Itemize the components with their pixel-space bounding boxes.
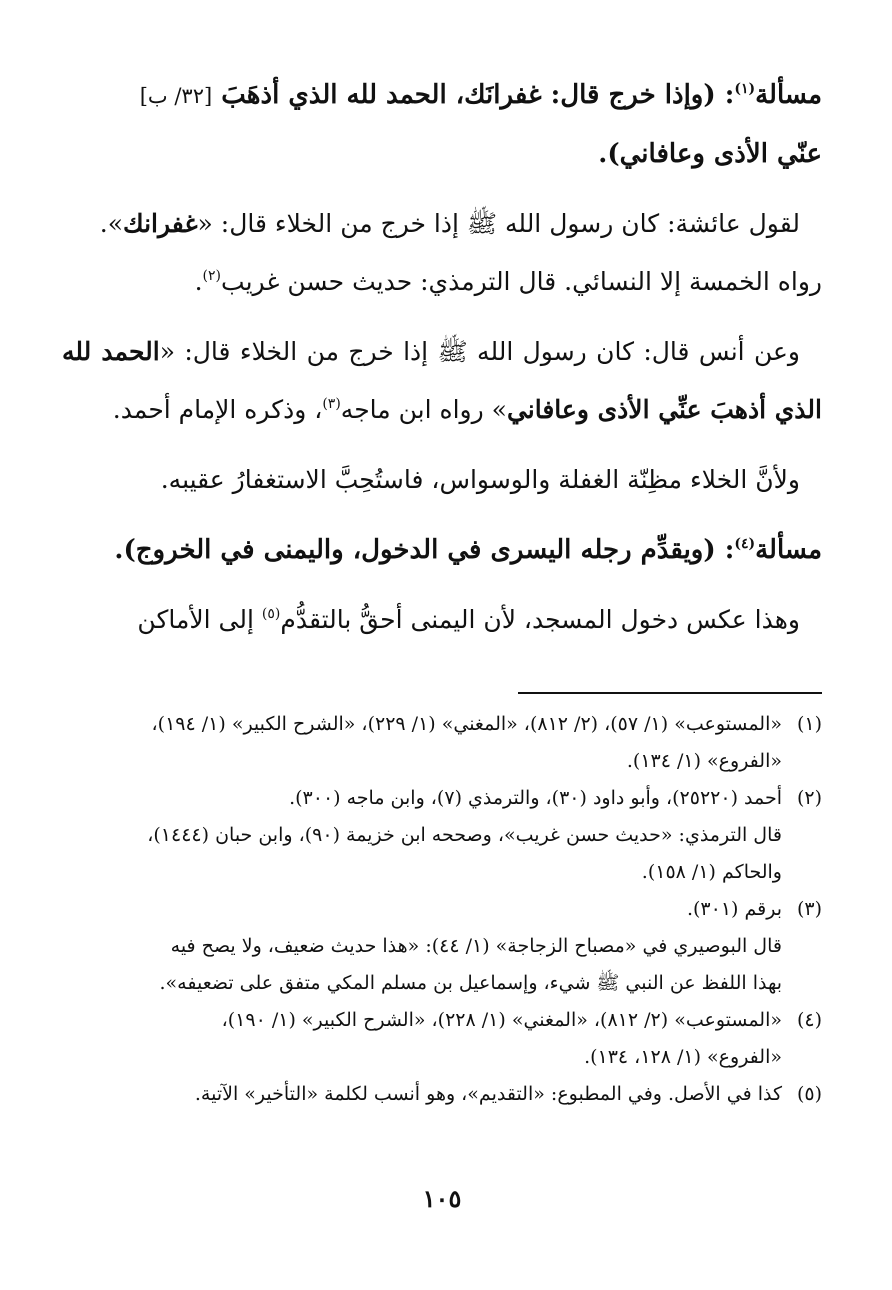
footnote-body	[62, 891, 782, 928]
footnote-marker: (٣)	[322, 396, 341, 412]
footnote-number: (١)	[796, 713, 822, 735]
footnote-marker: (١)	[734, 81, 756, 97]
footnote-marker: (٤)	[734, 536, 756, 552]
footnote-line: بهذا اللفظ عن النبي ﷺ شيء، وإسماعيل بن مسلم المكي متفق على تضعيفه».	[159, 972, 782, 994]
footnote-marker: (٥)	[261, 606, 281, 622]
hadith-quote: الحمد لله الذي أذهبَ عنِّي الأذى وعافاني	[62, 337, 822, 424]
footnote-marker: (٢)	[202, 268, 222, 284]
issue-text: : (وإذا خرج قال: غفرانَك، الحمد لله الذي أذهَبَ	[221, 80, 735, 110]
text-run: لقول عائشة: كان رسول الله ﷺ إذا خرج من الخلاء قال: «	[197, 209, 800, 238]
footnote-line: «الفروع» (١/ ١٣٤).	[626, 750, 782, 772]
footnote-line: والحاكم (١/ ١٥٨).	[641, 861, 782, 883]
issue-label: مسألة	[755, 80, 822, 110]
footnote-number: (٣)	[796, 898, 822, 920]
hadith-quote: غفرانك	[123, 209, 198, 238]
text-run: إلى الأماكن	[137, 605, 262, 634]
book-page	[62, 66, 822, 1246]
footnote-line: «المستوعب» (٢/ ٨١٢)، «المغني» (١/ ٢٢٨)، «الشرح الكبير» (١/ ١٩٠)،	[221, 1009, 782, 1031]
text-run: رواه الخمسة إلا النسائي. قال الترمذي: حديث حسن غريب	[221, 267, 822, 296]
text-run: وهذا عكس دخول المسجد، لأن اليمنى أحقُّ بالتقدُّم	[280, 605, 800, 634]
footnote-5	[62, 1076, 822, 1113]
paragraph-reason: ولأنَّ الخلاء مظِنّة الغفلة والوسواس، فاستُحِبَّ الاستغفارُ عقيبه.	[160, 465, 800, 494]
footnote-line: أحمد (٢٥٢٢٠)، وأبو داود (٣٠)، والترمذي (٧)، وابن ماجه (٣٠٠).	[289, 787, 782, 809]
footnote-4	[62, 1002, 822, 1076]
issue-label: مسألة	[755, 535, 822, 565]
paragraph-mosque	[62, 591, 822, 649]
footnote-line: كذا في الأصل. وفي المطبوع: «التقديم»، وهو أنسب لكلمة «التأخير» الآتية.	[194, 1083, 782, 1105]
issue-heading-2	[62, 521, 822, 579]
footnote-separator	[518, 692, 822, 694]
text-run: وعن أنس قال: كان رسول الله ﷺ إذا خرج من الخلاء قال: «	[159, 337, 800, 366]
footnotes	[62, 706, 822, 1113]
page-number: ١٠٥	[422, 1184, 462, 1213]
text-run: .	[194, 267, 203, 296]
footnote-number: (٤)	[796, 1009, 822, 1031]
text-run: » رواه ابن ماجه	[340, 395, 507, 424]
manuscript-reference: [٣٢/ ب]	[139, 84, 213, 108]
footnote-3	[62, 891, 822, 928]
footnote-1	[62, 706, 822, 780]
footnote-2	[62, 780, 822, 817]
footnote-line: «الفروع» (١/ ١٢٨، ١٣٤).	[584, 1046, 782, 1068]
footnote-number: (٥)	[796, 1083, 822, 1105]
paragraph-aisha	[62, 195, 822, 311]
footnote-line: قال البوصيري في «مصباح الزجاجة» (١/ ٤٤): «هذا حديث ضعيف، ولا يصح فيه	[170, 935, 782, 957]
footnote-body	[62, 1076, 782, 1113]
issue-text-cont: عنّي الأذى وعافاني).	[598, 139, 822, 169]
footnote-line: «المستوعب» (١/ ٥٧)، (٢/ ٨١٢)، «المغني» (١/ ٢٢٩)، «الشرح الكبير» (١/ ١٩٤)،	[151, 713, 782, 735]
footnote-body	[62, 706, 782, 780]
text-run: ».	[99, 209, 124, 238]
issue-heading-1	[62, 66, 822, 183]
footnote-line: برقم (٣٠١).	[686, 898, 782, 920]
issue-text: : (ويقدِّم رجله اليسرى في الدخول، واليمنى في الخروج).	[114, 535, 735, 565]
paragraph-anas	[62, 323, 822, 439]
text-run: ، وذكره الإمام أحمد.	[112, 395, 323, 424]
footnote-body	[62, 1002, 782, 1076]
footnote-body	[62, 780, 782, 817]
footnote-number: (٢)	[796, 787, 822, 809]
footnote-line: قال الترمذي: «حديث حسن غريب»، وصححه ابن خزيمة (٩٠)، وابن حبان (١٤٤٤)،	[147, 824, 782, 846]
